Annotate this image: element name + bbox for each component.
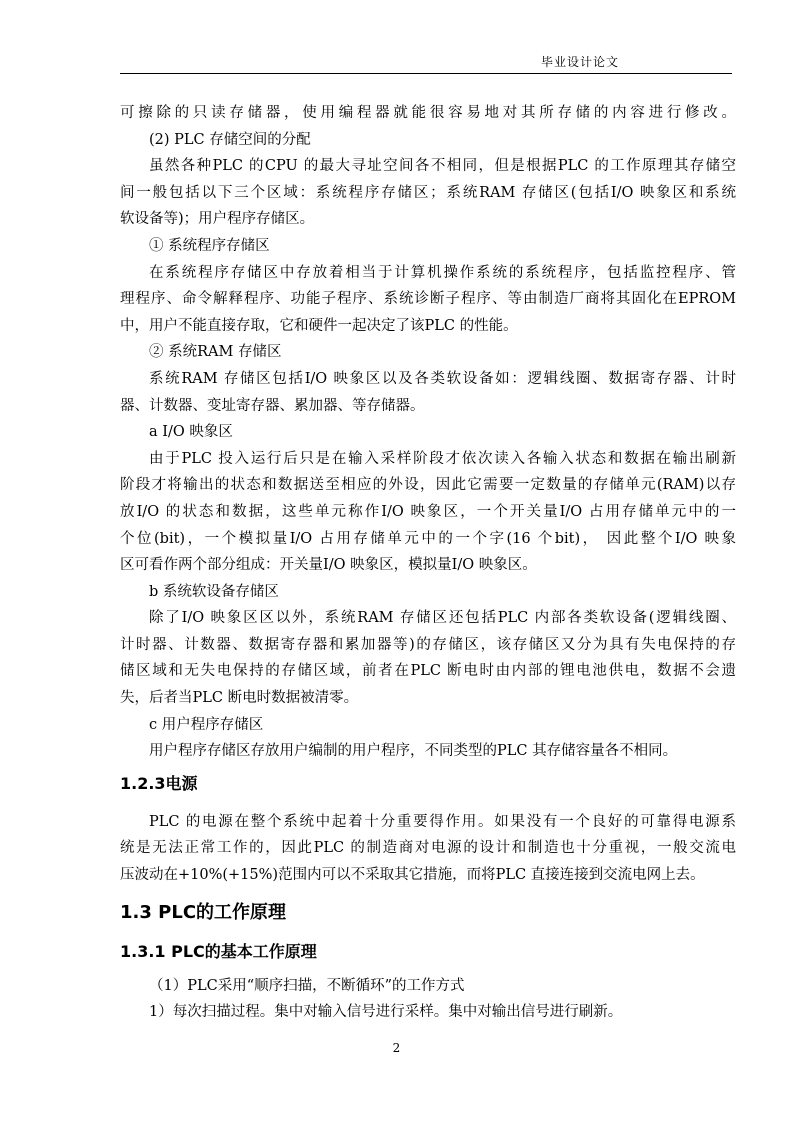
paragraph-line: 由于PLC 投入运行后只是在输入采样阶段才依次读入各输入状态和数据在输出刷新 bbox=[149, 450, 736, 467]
page-number: 2 bbox=[392, 1041, 401, 1055]
paragraph-line: 放I/O 的状态和数据，这些单元称作I/O 映象区，一个开关量I/O 占用存储单元中的一 bbox=[120, 503, 736, 520]
paragraph-line: 用户程序存储区存放用户编制的用户程序，不同类型的PLC 其存储容量各不相同。 bbox=[149, 743, 678, 760]
basic-principle-section bbox=[120, 973, 736, 1026]
paragraph-line: 储区域和无失电保持的存储区域，前者在PLC 断电时由内部的锂电池供电，数据不会遗 bbox=[120, 663, 736, 680]
header-title: 毕业设计论文 bbox=[540, 55, 619, 69]
paragraph-line: 在系统程序存储区中存放着相当于计算机操作系统的系统程序，包括监控程序、管 bbox=[149, 264, 736, 281]
paragraph-line: 软设备等)；用户程序存储区。 bbox=[120, 211, 315, 228]
paragraph-line: 器、计数器、变址寄存器、累加器、等存储器。 bbox=[120, 397, 425, 414]
header-rule bbox=[120, 73, 732, 74]
storage-section bbox=[120, 100, 736, 765]
section-heading-power-supply: 1.2.3电源 bbox=[120, 773, 198, 793]
paragraph-line: 可擦除的只读存储器，使用编程器就能很容易地对其所存储的内容进行修改。 bbox=[120, 105, 736, 121]
paragraph-line: 区可看作两个部分组成：开关量I/O 映象区，模拟量I/O 映象区。 bbox=[120, 557, 537, 574]
subheading-storage-allocation: (2) PLC 存储空间的分配 bbox=[149, 131, 311, 148]
paragraph-line: 间一般包括以下三个区域：系统程序存储区；系统RAM 存储区(包括I/O 映象区和系统 bbox=[120, 184, 736, 201]
paragraph-line: （1）PLC采用“顺序扫描，不断循环”的工作方式 bbox=[149, 977, 465, 994]
paragraph-line: 失，后者当PLC 断电时数据被清零。 bbox=[120, 690, 359, 707]
section-heading-basic-principle: 1.3.1 PLC的基本工作原理 bbox=[120, 941, 317, 961]
paragraph-line: 压波动在+10%(+15%)范围内可以不采取其它措施，而将PLC 直接连接到交流电网上去。 bbox=[120, 867, 705, 884]
paragraph-line: 除了I/O 映象区区以外，系统RAM 存储区还包括PLC 内部各类软设备(逻辑线圈、 bbox=[149, 610, 736, 627]
paragraph-line: 虽然各种PLC 的CPU 的最大寻址空间各不相同，但是根据PLC 的工作原理其存储空 bbox=[149, 158, 736, 175]
power-supply-section bbox=[120, 809, 736, 889]
paragraph-line: 统是无法正常工作的，因此PLC 的制造商对电源的设计和制造也十分重视，一般交流电 bbox=[120, 840, 736, 857]
paragraph-line: 个位(bit)，一个模拟量I/O 占用存储单元中的一个字(16 个bit)， 因此整个I/O 映象 bbox=[120, 530, 736, 547]
section-heading-working-principle: 1.3 PLC的工作原理 bbox=[120, 901, 287, 923]
subheading-io-image-area: a I/O 映象区 bbox=[149, 424, 233, 441]
subheading-user-program-area: c 用户程序存储区 bbox=[149, 716, 264, 733]
subheading-soft-device-area: b 系统软设备存储区 bbox=[149, 583, 279, 600]
paragraph-line: 系统RAM 存储区包括I/O 映象区以及各类软设备如：逻辑线圈、数据寄存器、计时 bbox=[149, 370, 736, 387]
paragraph-line: 理程序、命令解释程序、功能子程序、系统诊断子程序、等由制造厂商将其固化在EPROM bbox=[120, 291, 736, 308]
paragraph-line: 中，用户不能直接存取，它和硬件一起决定了该PLC 的性能。 bbox=[120, 317, 518, 334]
subheading-system-program-area: ① 系统程序存储区 bbox=[149, 237, 270, 254]
paragraph-line: 阶段才将输出的状态和数据送至相应的外设，因此它需要一定数量的存储单元(RAM)以存 bbox=[120, 477, 736, 494]
page-body bbox=[120, 100, 736, 1026]
paragraph-line: 计时器、计数器、数据寄存器和累加器等)的存储区，该存储区又分为具有失电保持的存 bbox=[120, 636, 736, 653]
paragraph-line: 1）每次扫描过程。集中对输入信号进行采样。集中对输出信号进行刷新。 bbox=[149, 1004, 623, 1021]
paragraph-line: PLC 的电源在整个系统中起着十分重要得作用。如果没有一个良好的可靠得电源系 bbox=[149, 813, 736, 830]
subheading-system-ram-area: ② 系统RAM 存储区 bbox=[149, 344, 282, 361]
